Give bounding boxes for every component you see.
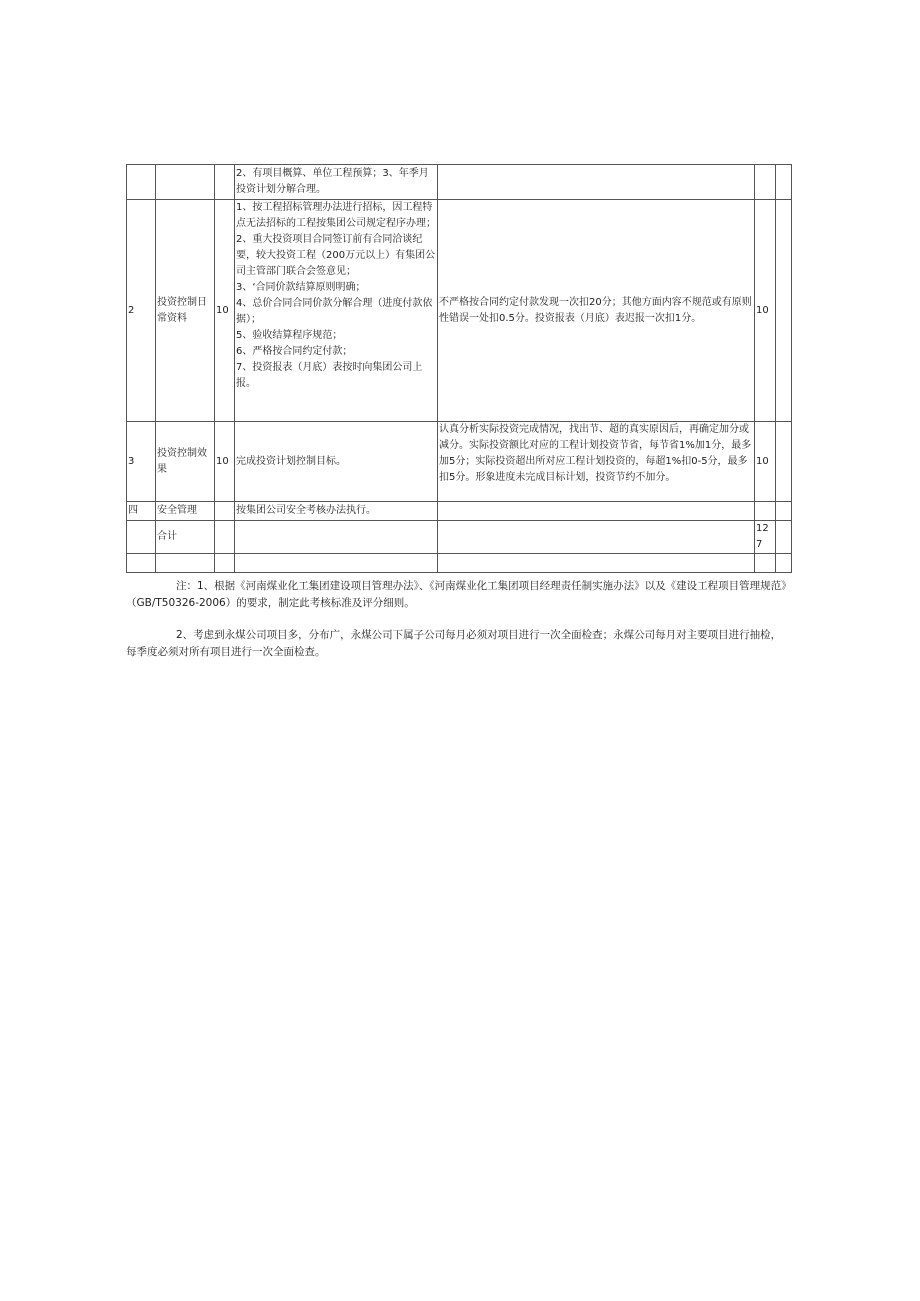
- note-1: 注：1、根据《河南煤业化工集团建设项目管理办法》、《河南煤业化工集团项目经理责任制实施办法》以及《建设工程项目管理规范》（GB/T50326-2006）的要求，制定此考核标准及评分细则。: [126, 580, 787, 609]
- remarks-cell: [776, 422, 792, 502]
- item-name-cell: 投资控制效果: [156, 422, 215, 502]
- table-row: [127, 200, 792, 422]
- requirements-cell: [235, 521, 438, 554]
- requirement-line: 7、投资报表（月底）表按时向集团公司上报。: [236, 362, 423, 389]
- table-row: [127, 422, 792, 502]
- standard-score-cell: [215, 165, 235, 200]
- points-cell: 127: [755, 521, 776, 554]
- item-name-cell: 投资控制日常资料: [156, 200, 215, 422]
- row-number-cell: [127, 521, 156, 554]
- table-row: [127, 554, 792, 573]
- scoring-criteria-cell: [438, 521, 755, 554]
- points-cell: [755, 502, 776, 521]
- requirement-line: 按集团公司安全考核办法执行。: [236, 505, 376, 516]
- points-cell: [755, 554, 776, 573]
- row-number-cell: [127, 554, 156, 573]
- standard-score-cell: [215, 502, 235, 521]
- remarks-cell: [776, 502, 792, 521]
- row-number-cell: [127, 165, 156, 200]
- row-number-cell: 2: [127, 200, 156, 422]
- requirements-cell: [235, 502, 438, 521]
- scoring-criteria-cell: [438, 165, 755, 200]
- points-cell: 10: [755, 422, 776, 502]
- requirement-line: 1、按工程招标管理办法进行招标，因工程特点无法招标的工程按集团公司规定程序办理；: [236, 202, 436, 229]
- assessment-table: [126, 164, 792, 573]
- assessment-table-body: [127, 165, 792, 573]
- note-2: 2、考虑到永煤公司项目多，分布广，永煤公司下属子公司每月必须对项目进行一次全面检查；永煤公司每月对主要项目进行抽检，每季度必须对所有项目进行一次全面检查。: [126, 629, 782, 658]
- requirement-line: 5、验收结算程序规范；: [236, 330, 343, 341]
- row-number-cell: 四: [127, 502, 156, 521]
- standard-score-cell: 10: [215, 200, 235, 422]
- remarks-cell: [776, 521, 792, 554]
- item-name-cell: [156, 554, 215, 573]
- requirement-line: 完成投资计划控制目标。: [236, 455, 346, 467]
- standard-score-cell: 10: [215, 422, 235, 502]
- remarks-cell: [776, 554, 792, 573]
- table-row: [127, 502, 792, 521]
- item-name-cell: 安全管理: [156, 502, 215, 521]
- remarks-cell: [776, 165, 792, 200]
- requirements-cell: [235, 200, 438, 422]
- requirements-cell: [235, 165, 438, 200]
- scoring-criteria-cell: 不严格按合同约定付款发现一次扣20分；其他方面内容不规范或有原则性错误一处扣0.5分。投资报表（月底）表迟报一次扣1分。: [438, 200, 755, 422]
- item-name-cell: 合计: [156, 521, 215, 554]
- requirement-line: 4、总价合同合同价款分解合理（进度付款依据）；: [236, 298, 433, 325]
- requirement-line: 2、重大投资项目合同签订前有合同洽谈纪要，较大投资工程（200万元以上）有集团公司主管部门联合会签意见；: [236, 234, 436, 277]
- scoring-criteria-cell: [438, 554, 755, 573]
- requirement-line: 2、有项目概算、单位工程预算；3、年季月投资计划分解合理。: [236, 168, 429, 195]
- requirement-line: 3、‘合同价款结算原则明确；: [236, 282, 366, 293]
- scoring-criteria-cell: [438, 502, 755, 521]
- remarks-cell: [776, 200, 792, 422]
- table-row: [127, 165, 792, 200]
- table-row: [127, 521, 792, 554]
- item-name-cell: [156, 165, 215, 200]
- standard-score-cell: [215, 521, 235, 554]
- scoring-criteria-cell: 认真分析实际投资完成情况，找出节、超的真实原因后，再确定加分或减分。实际投资额比对应的工程计划投资节省，每节省1%加1分，最多加5分；实际投资超出所对应工程计划投资的，每超1%扣0-5分，最多扣5分。形象进度未完成目标计划，投资节约不加分。: [438, 422, 755, 502]
- standard-score-cell: [215, 554, 235, 573]
- requirements-cell: [235, 422, 438, 502]
- requirement-line: 6、严格按合同约定付款；: [236, 346, 353, 357]
- row-number-cell: 3: [127, 422, 156, 502]
- requirements-cell: [235, 554, 438, 573]
- points-cell: [755, 165, 776, 200]
- points-cell: 10: [755, 200, 776, 422]
